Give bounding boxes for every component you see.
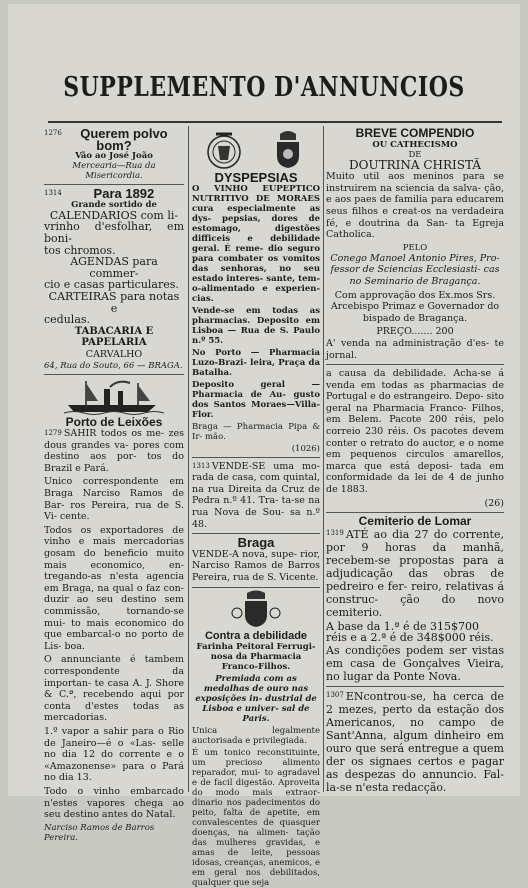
ad-paragraph: Unico correspondente em Braga Narciso Ramos de Bar- ros Pereira, rua de S. Vi- cente.	[44, 476, 184, 523]
ad-signature: Narciso Ramos de Barros Pereira.	[44, 822, 155, 843]
masthead-title: SUPPLEMENTO D'ANNUNCIOS	[63, 70, 465, 104]
ad-paragraph: Com approvação dos Ex.mos Srs. Arcebispo Primaz e Governador do bispado de Bragança.	[330, 289, 500, 324]
ad-title: Braga	[237, 535, 275, 551]
ad-paragraph: VENDE-A nova, supe- rior, Narciso Ramos de Barros Pereira, rua de S. Vicente.	[192, 548, 320, 583]
ad-line: réis e a 2.ª é de 348$000 réis.	[326, 631, 494, 645]
ad-line: tos chromos.	[44, 243, 116, 257]
ad-number: (1026)	[291, 443, 320, 454]
divider	[44, 374, 184, 375]
ad-title: Porto de Leixões	[65, 414, 163, 429]
ad-paragraph: a causa da debilidade. Acha-se á venda em todas as pharmacias de Portugal e do estrangeiro. Depo- sito geral na Pharmacia Franco- Filhos, em Belem. Pacote 200 réis, pelo correio 230 réis. Os pacotes devem conter o retrato do auctor, e o nome em pequenos circulos amarellos, marca que está deposi- tada em conformidade da lei de 4 de junho de 1883.	[326, 368, 504, 496]
divider	[326, 686, 504, 687]
shop-name: TABACARIA E PAPELARIA	[74, 325, 154, 349]
coat-of-arms-icon	[269, 130, 307, 170]
middle-column	[192, 128, 320, 888]
divider	[192, 533, 320, 534]
ad-braga	[192, 537, 320, 583]
ad-dyspepsias	[192, 172, 320, 454]
ad-price: PREÇO....... 200	[376, 326, 454, 338]
ad-paragraph: Vende-se em todas as pharmacias. Deposito em Lisboa — Rua de S. Paulo n.º 55.	[192, 305, 320, 346]
ad-paragraph: A' venda na administração d'es- te jornal.	[326, 337, 504, 361]
ad-polvo	[44, 128, 184, 181]
ad-calendarios	[44, 188, 184, 370]
ad-number: 1319	[326, 528, 344, 537]
ad-paragraph: Todo o vinho embarcado n'estes vapores chega ao seu destino antes do Natal.	[44, 785, 184, 821]
ad-title: Para 1892	[93, 186, 155, 202]
medal-emblem-icon	[231, 591, 281, 629]
ad-number: 1276	[44, 129, 62, 137]
ad-line: AGENDAS para commer-	[70, 255, 158, 280]
ad-breve-compendio	[326, 128, 504, 361]
ad-paragraph: VENDE-SE uma mo- rada de casa, com quintal, na rua Direita da Cruz de Pedra n.º 41. Tra- ta-se na rua Nova de Sou- sa n.º 48.	[192, 460, 320, 530]
ad-line: Mercearia—Rua da Misericordia.	[72, 161, 156, 182]
ad-encontrou	[326, 690, 504, 794]
ad-paragraph: Todos os exportadores de vinho e mais mercadorias gosam do beneficio muito mais economico, en- tregando-as n'esta agencia em Braga, na qual o faz con- duzir ao seu destino sem commissão, tornando-se mui- to mais economico do que embarcal-o no porto de Lis- boa.	[44, 524, 184, 652]
left-column	[44, 126, 184, 843]
ad-title: Querem polvo bom?	[80, 126, 168, 153]
ad-contra-debilidade	[192, 631, 320, 888]
ad-line: cio e casas particulares.	[44, 278, 179, 292]
ad-title: Cemiterio de Lomar	[358, 514, 472, 529]
ad-cemiterio	[326, 516, 504, 683]
ad-subtitle: Farinha Peitoral Ferrugi- nosa da Pharmacia Franco-Filhos.	[196, 642, 316, 673]
registered-mark-seal-icon	[206, 130, 242, 170]
ad-continuation	[326, 368, 504, 509]
ad-author: Conego Manoel Antonio Pires, Pro- fessor de Sciencias Ecclesiasti- cas no Seminario de Bragança.	[330, 252, 500, 287]
ad-line: Grande sortido de	[71, 199, 157, 210]
ad-paragraph: ATÉ ao dia 27 do corrente, por 9 horas da manhã, recebem-se propostas para a adjudicação das obras de pedreiro e fer- reiro, relativas á construc- ção do novo cemiterio.	[326, 527, 504, 619]
ad-subtitle: DE	[408, 149, 422, 160]
ad-paragraph: No Porto — Pharmacia Luzo-Brazi- leira, Praça da Batalha.	[192, 347, 320, 378]
ad-line: CALENDARIOS com li-	[49, 208, 179, 222]
shop-address: 64, Rua do Souto, 66 — BRAGA.	[44, 360, 183, 371]
ad-line: cedulas.	[44, 313, 91, 327]
ad-subtitle: Premiada com as medalhas de ouro nas exposições in- dustrial de Lisboa e univer- sal de Paris.	[195, 674, 317, 725]
ad-paragraph: O annunciante é tambem correspondente da importan- te casa A. J. Shore & C.ª, recebendo aqui por conta d'estes todas as mercadorias.	[44, 654, 184, 724]
ad-subtitle: OU CATHECISMO	[372, 139, 458, 150]
steamship-icon	[64, 379, 184, 415]
ad-subtitle: DOUTRINA CHRISTÃ	[349, 157, 481, 172]
ad-vende-casa	[192, 461, 320, 531]
ad-line: A base da 1.ª é de 315$700	[326, 619, 480, 633]
newspaper-page	[8, 4, 520, 888]
ad-paragraph: É um tonico reconstituinte, um precioso alimento reparador, mui- to agradavel e de facil digestão. Aproveita do modo mais extraor- dinario nos padecimentos do peito, falta de apetite, em convalescentes de quasquer doenças, na alimen- tação das mulheres gravidas, e amas de leite, pessoas idosas, creanças, anemicos, e em geral nos debilitados, qualquer que seja	[192, 748, 320, 888]
ad-number: 1313	[192, 461, 210, 470]
ad-paragraph: Muito util aos meninos para se instruirem na sciencia da salva- ção, e aos paes de familia para educarem seus filhos e creat-os na verdadeira fé, e doutrina da San- ta Egreja Catholica.	[326, 171, 504, 241]
ad-title: BREVE COMPENDIO	[355, 126, 475, 140]
ad-paragraph: As condições podem ser vistas em casa de Gonçalves Vieira, no lugar da Ponte Nova.	[326, 644, 504, 683]
divider	[326, 512, 504, 513]
ad-line: Vão ao José João	[75, 151, 153, 162]
ad-number: 1314	[44, 189, 62, 198]
top-rule	[48, 121, 502, 123]
shop-owner: CARVALHO	[85, 348, 143, 360]
ad-paragraph: 1.º vapor a sahir para o Rio de Janeiro—é o «Las- selle no dia 12 do corrente e o «Amazonense» para o Pará no dia 13.	[44, 725, 184, 784]
ad-paragraph: O VINHO EUPEPTICO NUTRITIVO DE MORAES cura especialmente as dys- pepsias, dores de estomago, digestões difficeis e debilidade geral. É reme- dio seguro para combater os vomitos das senhoras, no seu estado interes- sante, tem-o-alimentado e experien- cias.	[192, 183, 320, 304]
trademark-seals	[192, 130, 320, 170]
ad-line: PELO	[402, 242, 428, 253]
divider	[44, 184, 184, 185]
ad-paragraph: Deposito geral — Pharmacia de Au- gusto dos Santos Moraes—Villa-Flor.	[192, 379, 320, 420]
divider	[326, 364, 504, 365]
column-divider	[323, 126, 324, 792]
ad-number: (26)	[484, 497, 504, 509]
ad-porto-leixoes	[44, 414, 184, 843]
column-divider	[188, 126, 189, 792]
right-column	[326, 128, 504, 792]
ad-paragraph: SAHIR todos os me- zes dous grandes va- pores com destino aos por- tos do Brazil e Pará.	[44, 428, 184, 474]
ad-line: CARTEIRAS para notas e	[48, 289, 180, 315]
ad-number: 1307	[326, 691, 344, 699]
divider	[192, 457, 320, 458]
ad-paragraph: ENcontrou-se, ha cerca de 2 mezes, perto da estação dos Americanos, no campo de Sant'Anna, algum dinheiro em ouro que será entregue a quem der os signaes certos e pagar as despezas do annuncio. Fal- la-se n'esta redacção.	[326, 690, 504, 794]
ad-paragraph: Unica legalmente auctorisada e privilegiada.	[192, 726, 320, 747]
divider	[192, 587, 320, 588]
ad-paragraph: Braga — Pharmacia Pipa & Ir- mão.	[192, 421, 320, 442]
ad-number: 1279	[44, 429, 62, 438]
ad-title: DYSPEPSIAS	[214, 170, 298, 185]
ad-title: Contra a debilidade	[204, 629, 308, 642]
ad-line: vrinho d'esfolhar, em boni-	[44, 220, 184, 245]
